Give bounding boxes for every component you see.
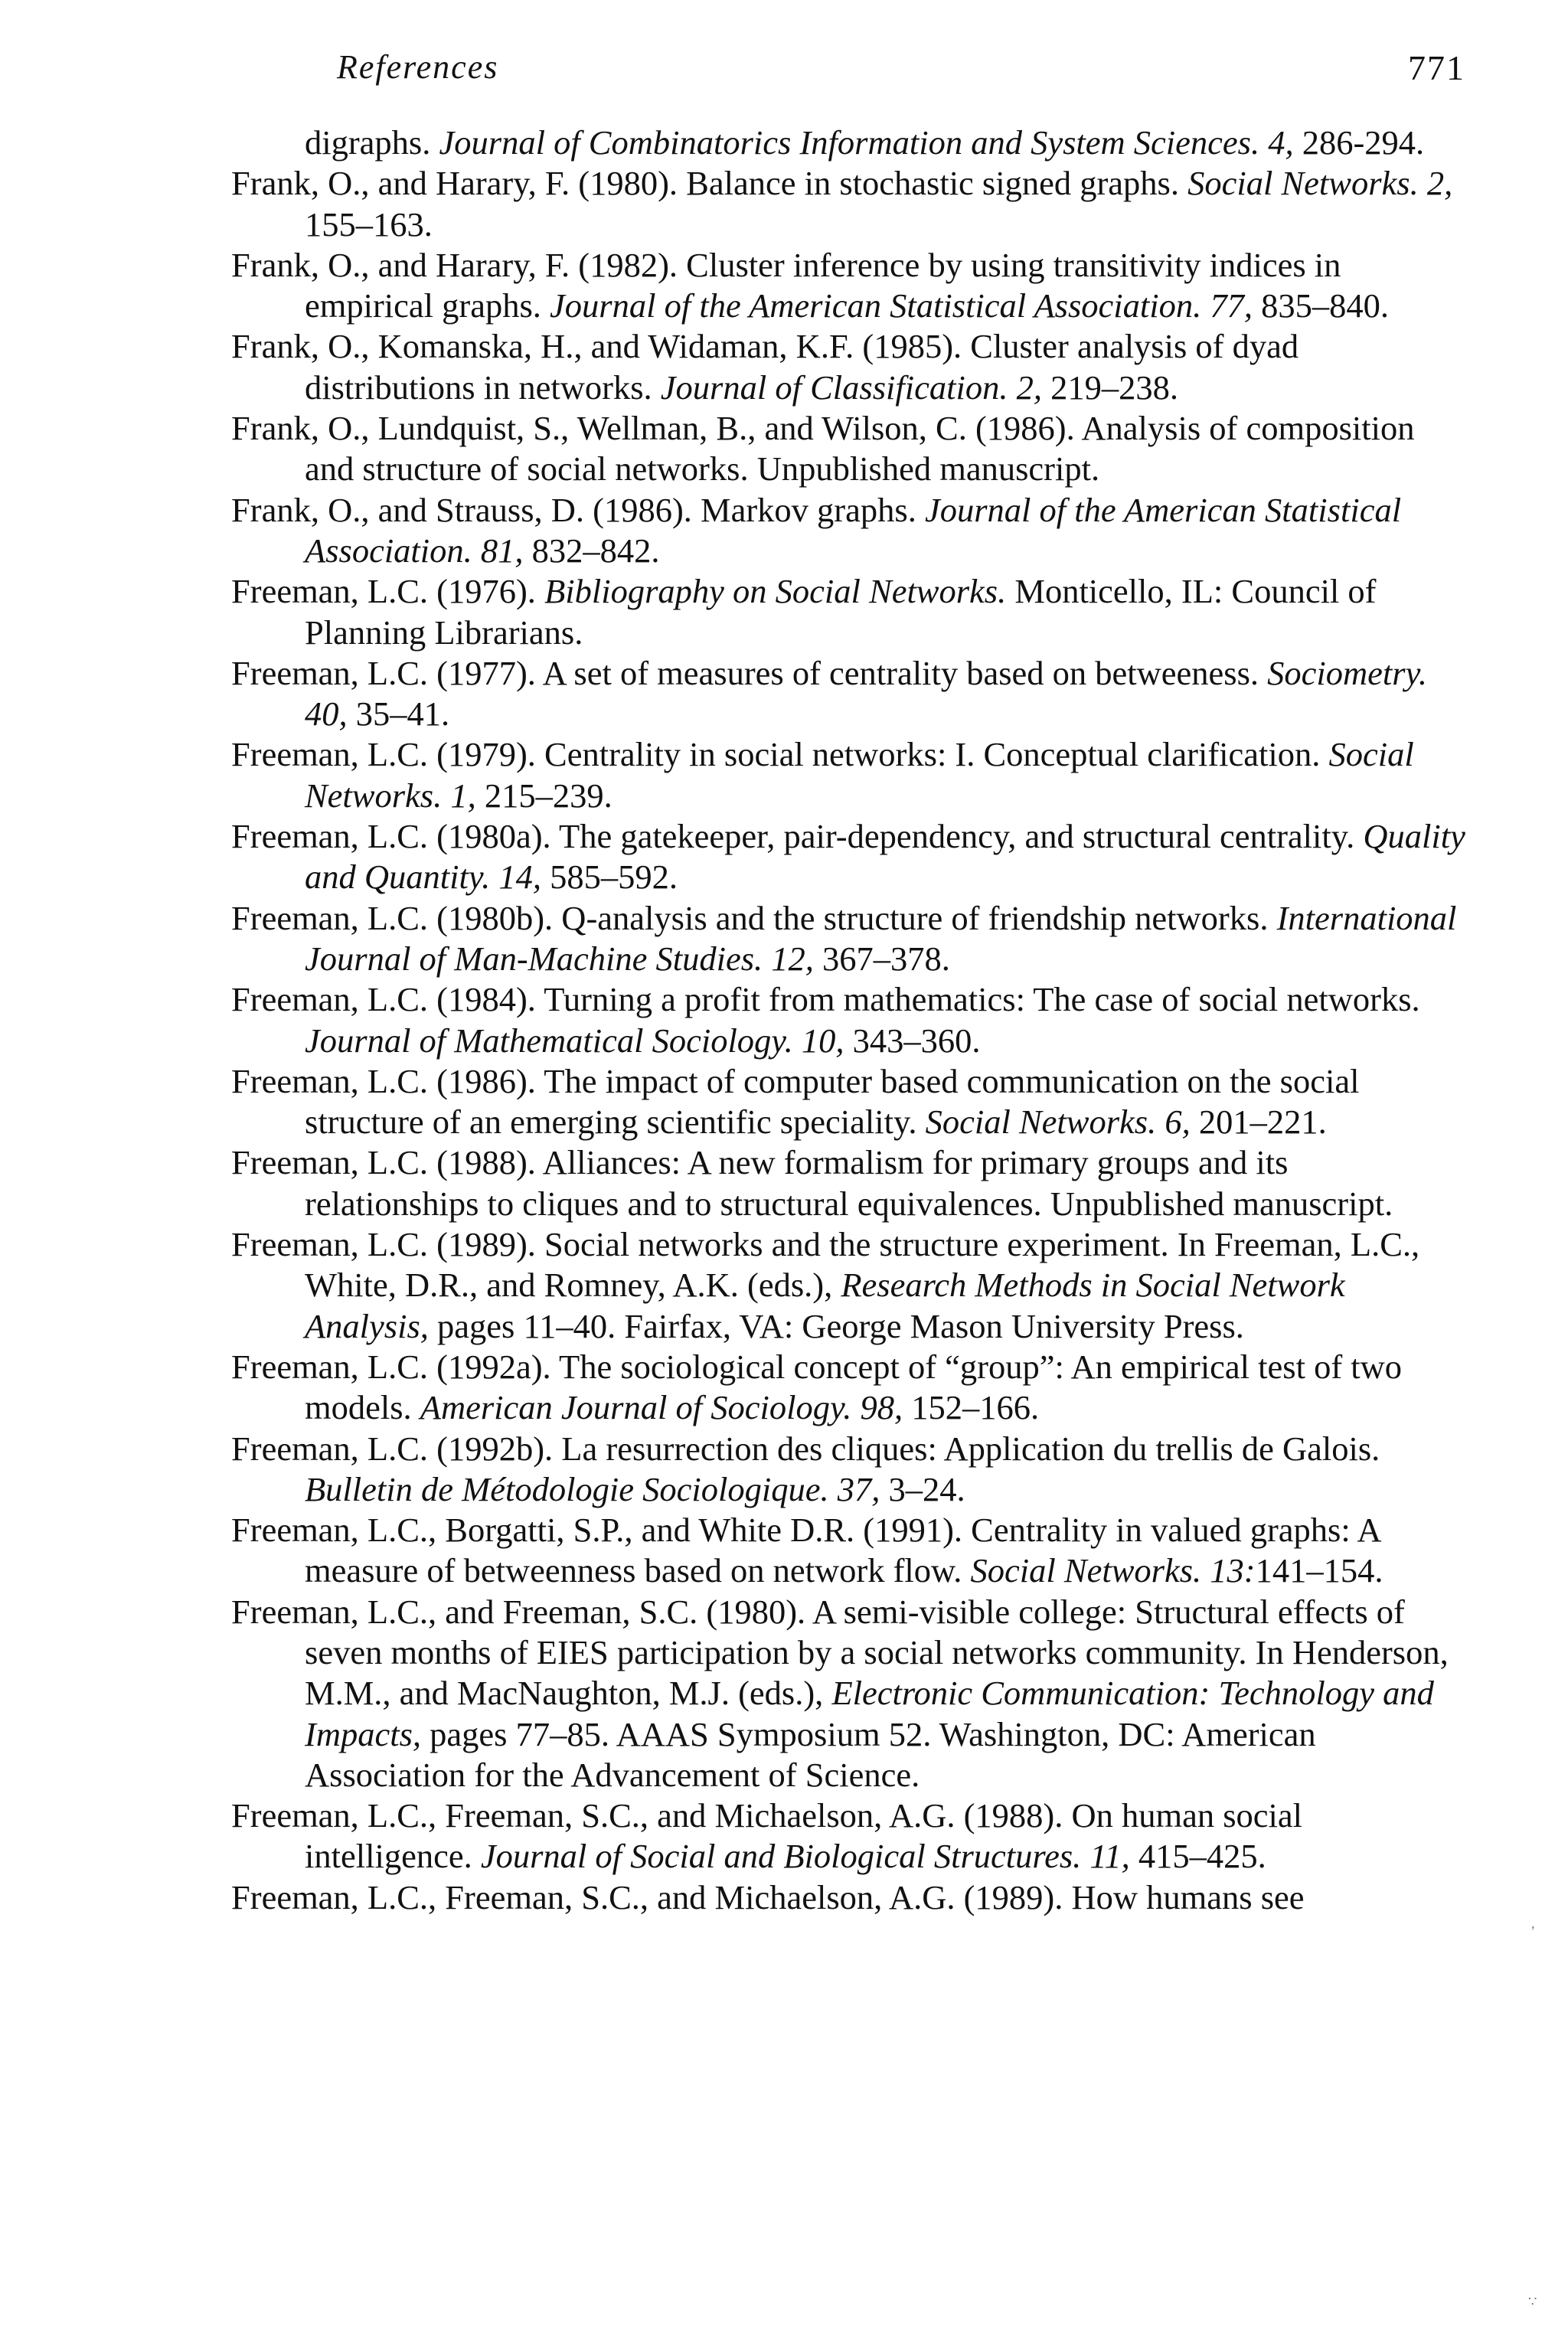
reference-entry	[231, 979, 1467, 1061]
reference-pages: 835–840.	[1253, 286, 1390, 325]
reference-text: Freeman, L.C. (1977). A set of measures of centrality based on betweeness.	[231, 653, 1268, 692]
reference-source-title: Electronic Communication: Technology and Impacts,	[305, 1674, 1434, 1753]
reference-source-title: Social Networks.	[925, 1103, 1157, 1142]
reference-entry	[231, 734, 1467, 816]
reference-pages: pages 77–85. AAAS Symposium 52. Washington, DC: American Association for the Advancement of Science.	[305, 1714, 1316, 1794]
reference-entry	[231, 1224, 1467, 1347]
margin-mark: ,	[1531, 1916, 1535, 1931]
reference-list	[0, 123, 1568, 1918]
reference-volume: 1,	[442, 776, 476, 815]
reference-text: Freeman, L.C., Borgatti, S.P., and White D.R. (1991). Centrality in valued graphs: A measure of betweenness based on network flow.	[231, 1511, 1380, 1590]
reference-entry	[231, 1592, 1467, 1795]
margin-mark: ∵	[1528, 2294, 1537, 2309]
reference-pages: 219–238.	[1041, 368, 1178, 407]
reference-entry	[231, 123, 1467, 163]
reference-pages: 415–425.	[1129, 1837, 1266, 1876]
reference-source-title: Quality and Quantity.	[305, 817, 1465, 897]
reference-entry	[231, 245, 1467, 327]
reference-entry	[231, 571, 1467, 653]
reference-text: Freeman, L.C., and Freeman, S.C. (1980). A semi-visible college: Structural effects of seven months of EIES participation by a social networks community. In Henderson, M.M., and MacNaughton, M.J. (eds.),	[231, 1592, 1449, 1713]
reference-pages: 585–592.	[541, 858, 678, 897]
reference-pages: 367–378.	[813, 939, 950, 978]
reference-volume: 37,	[828, 1469, 880, 1508]
reference-pages: pages 11–40. Fairfax, VA: George Mason University Press.	[428, 1306, 1244, 1345]
reference-pages: 343–360.	[844, 1021, 981, 1060]
reference-text: Frank, O., and Harary, F. (1980). Balance in stochastic signed graphs.	[231, 164, 1188, 203]
reference-entry	[231, 1061, 1467, 1143]
reference-source-title: Social Networks.	[970, 1551, 1202, 1590]
reference-source-title: American Journal of Sociology.	[420, 1388, 852, 1427]
reference-text: Freeman, L.C. (1984). Turning a profit from mathematics: The case of social networks.	[231, 980, 1420, 1019]
reference-volume: 2,	[1008, 368, 1042, 407]
reference-source-title: Journal of the American Statistical Association.	[550, 286, 1202, 325]
reference-volume: 10,	[792, 1021, 844, 1060]
reference-entry	[231, 898, 1467, 980]
reference-text: Freeman, L.C. (1980a). The gatekeeper, pair-dependency, and structural centrality.	[231, 817, 1364, 856]
reference-source-title: Journal of the American Statistical Association.	[305, 490, 1402, 570]
reference-entry	[231, 816, 1467, 898]
reference-pages: 155–163.	[305, 204, 433, 243]
reference-entry	[231, 1429, 1467, 1511]
page-number: 771	[1408, 48, 1465, 87]
reference-volume: 11,	[1081, 1837, 1130, 1876]
reference-source-title: International Journal of Man-Machine Studies.	[305, 898, 1457, 978]
reference-pages: 286-294.	[1293, 123, 1425, 162]
reference-volume: 12,	[763, 939, 814, 978]
reference-source-title: Journal of Mathematical Sociology.	[305, 1021, 793, 1060]
reference-source-title: Social Networks.	[1187, 164, 1419, 203]
reference-text: Freeman, L.C. (1988). Alliances: A new formalism for primary groups and its relationships to cliques and to structural equivalences. Unpublished manuscript.	[231, 1143, 1393, 1223]
running-head: References	[337, 48, 499, 86]
reference-text: Freeman, L.C. (1979). Centrality in social networks: I. Conceptual clarification.	[231, 735, 1329, 774]
reference-source-title: Bulletin de Métodologie Sociologique.	[305, 1469, 829, 1508]
reference-volume: 4,	[1259, 123, 1294, 162]
reference-entry	[231, 1877, 1467, 1918]
reference-text: Freeman, L.C. (1992a). The sociological concept of “group”: An empirical test of two models.	[231, 1347, 1403, 1427]
reference-text: Freeman, L.C. (1976).	[231, 572, 545, 611]
reference-pages: 141–154.	[1255, 1551, 1383, 1590]
reference-volume: 13:	[1201, 1551, 1256, 1590]
reference-entry	[231, 1347, 1467, 1429]
reference-pages: 201–221.	[1190, 1103, 1327, 1142]
reference-volume: 14,	[490, 858, 542, 897]
reference-text: Freeman, L.C. (1989). Social networks and the structure experiment. In Freeman, L.C., White, D.R., and Romney, A.K. (eds.),	[231, 1225, 1420, 1305]
reference-pages: 35–41.	[347, 694, 450, 733]
reference-source-title: Journal of Combinatorics Information and System Sciences.	[439, 123, 1260, 162]
reference-entry	[231, 1142, 1467, 1224]
reference-pages: 215–239.	[475, 776, 612, 815]
reference-source-title: Journal of Classification.	[660, 368, 1008, 407]
reference-entry	[231, 653, 1467, 735]
reference-text: Frank, O., Lundquist, S., Wellman, B., and Wilson, C. (1986). Analysis of composition and structure of social networks. Unpublished manuscript.	[231, 409, 1415, 488]
reference-pages: Monticello, IL: Council of Planning Librarians.	[305, 572, 1377, 652]
reference-source-title: Journal of Social and Biological Structures.	[480, 1837, 1082, 1876]
reference-text: Frank, O., Komanska, H., and Widaman, K.F. (1985). Cluster analysis of dyad distributions in networks.	[231, 327, 1299, 407]
reference-pages: 832–842.	[523, 531, 660, 570]
reference-source-title: Social Networks.	[305, 735, 1414, 815]
reference-entry	[231, 163, 1467, 245]
reference-volume: 81,	[472, 531, 524, 570]
reference-source-title: Research Methods in Social Network Analysis,	[305, 1266, 1345, 1345]
reference-text: Freeman, L.C., Freeman, S.C., and Michaelson, A.G. (1989). How humans see	[231, 1877, 1305, 1916]
reference-pages: 3–24.	[880, 1469, 965, 1508]
reference-entry	[231, 1510, 1467, 1592]
reference-source-title: Bibliography on Social Networks.	[544, 572, 1007, 611]
reference-text: Freeman, L.C. (1992b). La resurrection des cliques: Application du trellis de Galois.	[231, 1429, 1380, 1468]
reference-entry	[231, 408, 1467, 490]
reference-entry	[231, 1795, 1467, 1877]
reference-text: Freeman, L.C. (1986). The impact of computer based communication on the social structure of an emerging scientific speciality.	[231, 1061, 1360, 1142]
reference-volume: 2,	[1418, 164, 1453, 203]
reference-volume: 98,	[851, 1388, 903, 1427]
reference-entry	[231, 326, 1467, 408]
reference-text: Freeman, L.C., Freeman, S.C., and Michaelson, A.G. (1988). On human social intelligence.	[231, 1796, 1303, 1876]
reference-volume: 77,	[1201, 286, 1253, 325]
reference-text: Frank, O., and Harary, F. (1982). Cluster inference by using transitivity indices in empirical graphs.	[231, 245, 1341, 325]
reference-volume: 40,	[305, 694, 348, 733]
reference-text: Frank, O., and Strauss, D. (1986). Markov graphs.	[231, 490, 925, 529]
reference-entry	[231, 490, 1467, 572]
reference-source-title: Sociometry.	[1267, 653, 1428, 692]
reference-text: Freeman, L.C. (1980b). Q-analysis and the structure of friendship networks.	[231, 898, 1277, 937]
reference-pages: 152–166.	[903, 1388, 1040, 1427]
reference-volume: 6,	[1156, 1103, 1191, 1142]
reference-text: digraphs.	[305, 123, 439, 162]
